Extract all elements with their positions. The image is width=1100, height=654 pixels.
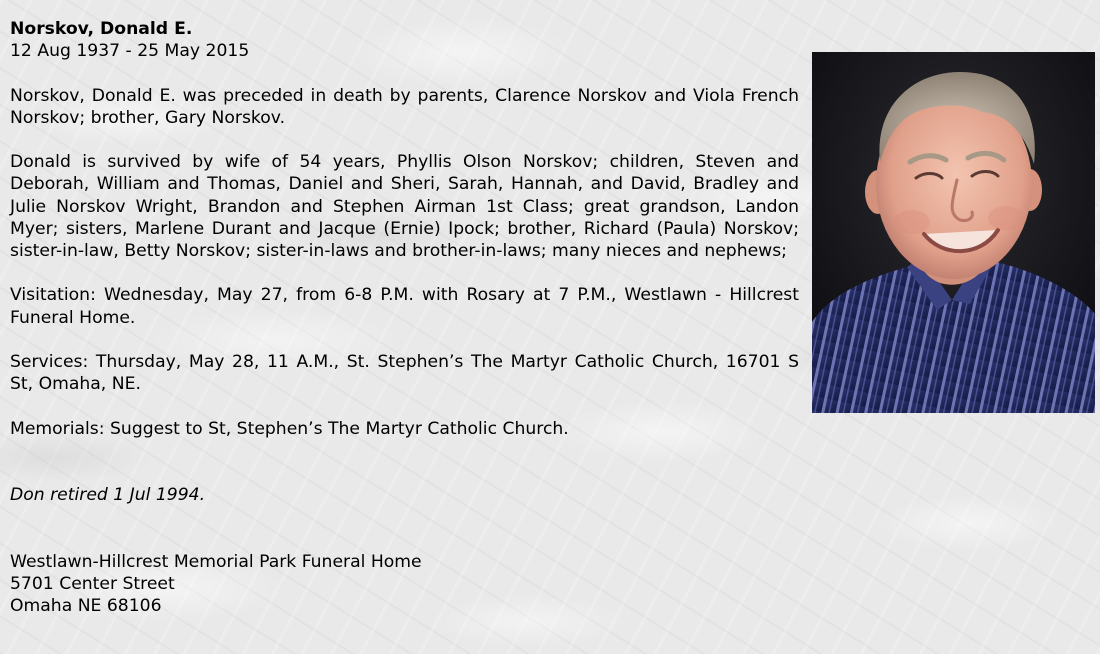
portrait-photo [812,52,1095,413]
survived-paragraph: Donald is survived by wife of 54 years, Phyllis Olson Norskov; children, Steven and Deborah, William and Thomas, Daniel and Sheri, Sarah, Hannah, and David, Bradley and Julie Norskov Wright, Brandon and Stephen Airman 1st Class; great grandson, Landon Myer; sisters, Marlene Durant and Jacque (Ernie) Ipock; brother, Richard (Paula) Norskov; sister-in-law, Betty Norskov; sister-in-laws and brother-in-laws; many nieces and nephews; [10,152,799,261]
services-paragraph: Services: Thursday, May 28, 11 A.M., St. Stephen’s The Martyr Catholic Church, 16701 S St, Omaha, NE. [10,351,799,395]
life-dates: 12 Aug 1937 - 25 May 2015 [10,41,250,62]
deceased-name: Norskov, Donald E. [10,19,193,39]
retired-note: Don retired 1 Jul 1994. [10,485,206,506]
preceded-paragraph: Norskov, Donald E. was preceded in death by parents, Clarence Norskov and Viola French Norskov; brother, Gary Norskov. [10,85,799,128]
funeral-home-street: 5701 Center Street [10,573,175,594]
funeral-home-name: Westlawn-Hillcrest Memorial Park Funeral Home [10,551,422,572]
memorials-paragraph: Memorials: Suggest to St, Stephen’s The Martyr Catholic Church. [10,418,569,439]
visitation-paragraph: Visitation: Wednesday, May 27, from 6-8 P.M. with Rosary at 7 P.M., Westlawn - Hillcrest Funeral Home. [10,285,799,328]
obituary-text [10,18,799,617]
portrait-photo-icon [812,52,1095,413]
funeral-home-city: Omaha NE 68106 [10,596,162,617]
